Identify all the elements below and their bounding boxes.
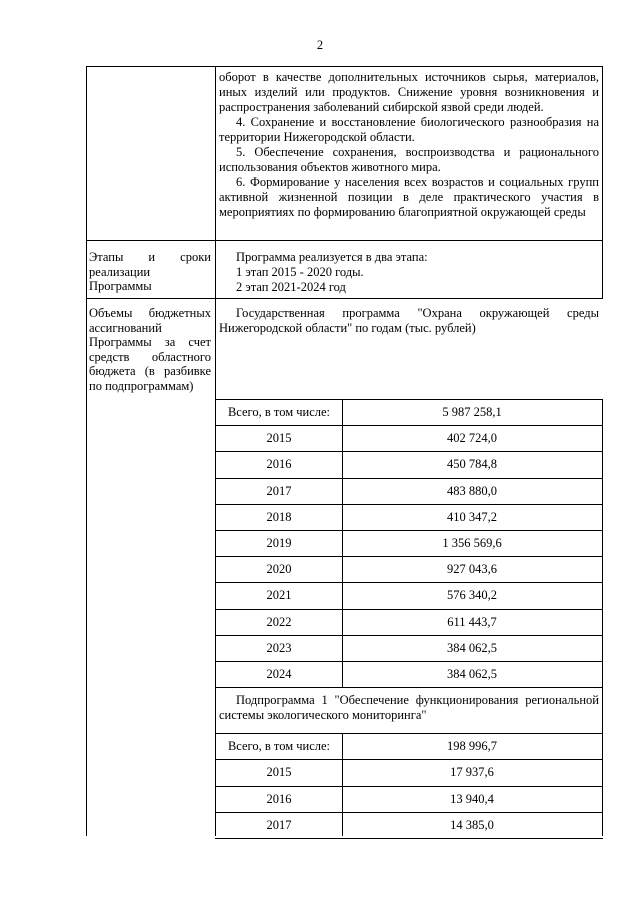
page-number: 2 — [316, 38, 324, 52]
table-line — [215, 838, 603, 839]
table-row — [216, 582, 602, 608]
program-heading: Государственная программа "Охрана окружающей среды Нижегородской области" по годам (тыс. рублей) — [219, 306, 599, 335]
row-value: 450 784,8 — [447, 457, 497, 472]
row-value: 384 062,5 — [447, 667, 497, 681]
stages-line: Программа реализуется в два этапа: — [236, 250, 428, 264]
table-row — [216, 530, 602, 556]
row-label: 2017 — [266, 483, 292, 498]
table-row — [216, 759, 602, 785]
row-label: Всего, в том числе: — [227, 405, 331, 419]
table-row — [216, 786, 602, 812]
budget-label: Объемы бюджетных ассигнований Программы за счет средств областного бюджета (в разбивке по подпрограммам) — [89, 306, 211, 393]
goals-paragraph: оборот в качестве дополнительных источников сырья, материалов, иных изделий или продуктов. Снижение уровня возникновения и распространения заболеваний сибирской язвой среди людей. — [219, 70, 599, 114]
row-value: 17 937,6 — [450, 765, 494, 780]
table-left-border — [86, 66, 87, 836]
row-label: 2016 — [266, 457, 292, 472]
table-row — [216, 399, 602, 425]
row-value: 14 385,0 — [450, 817, 494, 832]
row-label: 2017 — [266, 817, 292, 832]
row-label: 2022 — [266, 614, 292, 629]
table-row — [216, 635, 602, 661]
goals-paragraph: 5. Обеспечение сохранения, воспроизводства и рационального использования объектов животного мира. — [219, 145, 599, 174]
row-value: 576 340,2 — [447, 588, 497, 603]
row-label: 2023 — [266, 640, 292, 655]
table-line — [215, 687, 603, 688]
row-value: 198 996,7 — [447, 739, 497, 754]
subprogram-heading: Подпрограмма 1 "Обеспечение функционирования региональной системы экологического мониторинга" — [219, 693, 599, 723]
row-value: 927 043,6 — [447, 562, 497, 577]
row-label: 2015 — [266, 431, 292, 446]
row-value: 13 940,4 — [450, 791, 494, 806]
row-label: 2021 — [266, 588, 292, 603]
table-row — [216, 478, 602, 504]
row-label: 2019 — [266, 536, 292, 550]
table-row — [216, 609, 602, 635]
stages-label: Этапы и сроки реализации Программы — [89, 250, 211, 294]
table-row — [216, 661, 602, 687]
table-top-border — [86, 66, 603, 67]
goals-paragraph: 4. Сохранение и восстановление биологического разнообразия на территории Нижегородской области. — [219, 115, 599, 144]
row-value: 1 356 569,6 — [442, 536, 502, 550]
row-divider — [86, 240, 603, 241]
row-label: 2016 — [266, 791, 292, 806]
row-value: 410 347,2 — [447, 509, 497, 524]
stages-content — [219, 250, 599, 295]
table-line — [602, 687, 603, 836]
stages-line: 2 этап 2021-2024 год — [236, 280, 346, 294]
row-label: Всего, в том числе: — [227, 739, 331, 754]
row-value: 483 880,0 — [447, 483, 497, 498]
row-value: 384 062,5 — [447, 640, 497, 655]
row-value: 611 443,7 — [447, 614, 497, 629]
row-label: 2024 — [266, 667, 292, 681]
row-label: 2020 — [266, 562, 292, 577]
row-label: 2018 — [266, 509, 292, 524]
row-divider — [86, 298, 603, 299]
goals-paragraph: 6. Формирование у населения всех возрастов и социальных групп активной жизненной позиции в деле практического участия в мероприятиях по формированию благоприятной окружающей среды — [219, 175, 599, 219]
table-right-border — [602, 66, 603, 298]
row-value: 5 987 258,1 — [442, 405, 502, 419]
row-label: 2015 — [266, 765, 292, 780]
table-row — [216, 556, 602, 582]
table-row — [216, 425, 602, 451]
table-row — [216, 812, 602, 838]
table-row — [216, 504, 602, 530]
table-row — [216, 733, 602, 759]
row-value: 402 724,0 — [447, 431, 497, 446]
table-row — [216, 451, 602, 477]
stages-line: 1 этап 2015 - 2020 годы. — [236, 265, 364, 279]
table-line — [602, 399, 603, 687]
goals-continuation — [219, 70, 599, 220]
